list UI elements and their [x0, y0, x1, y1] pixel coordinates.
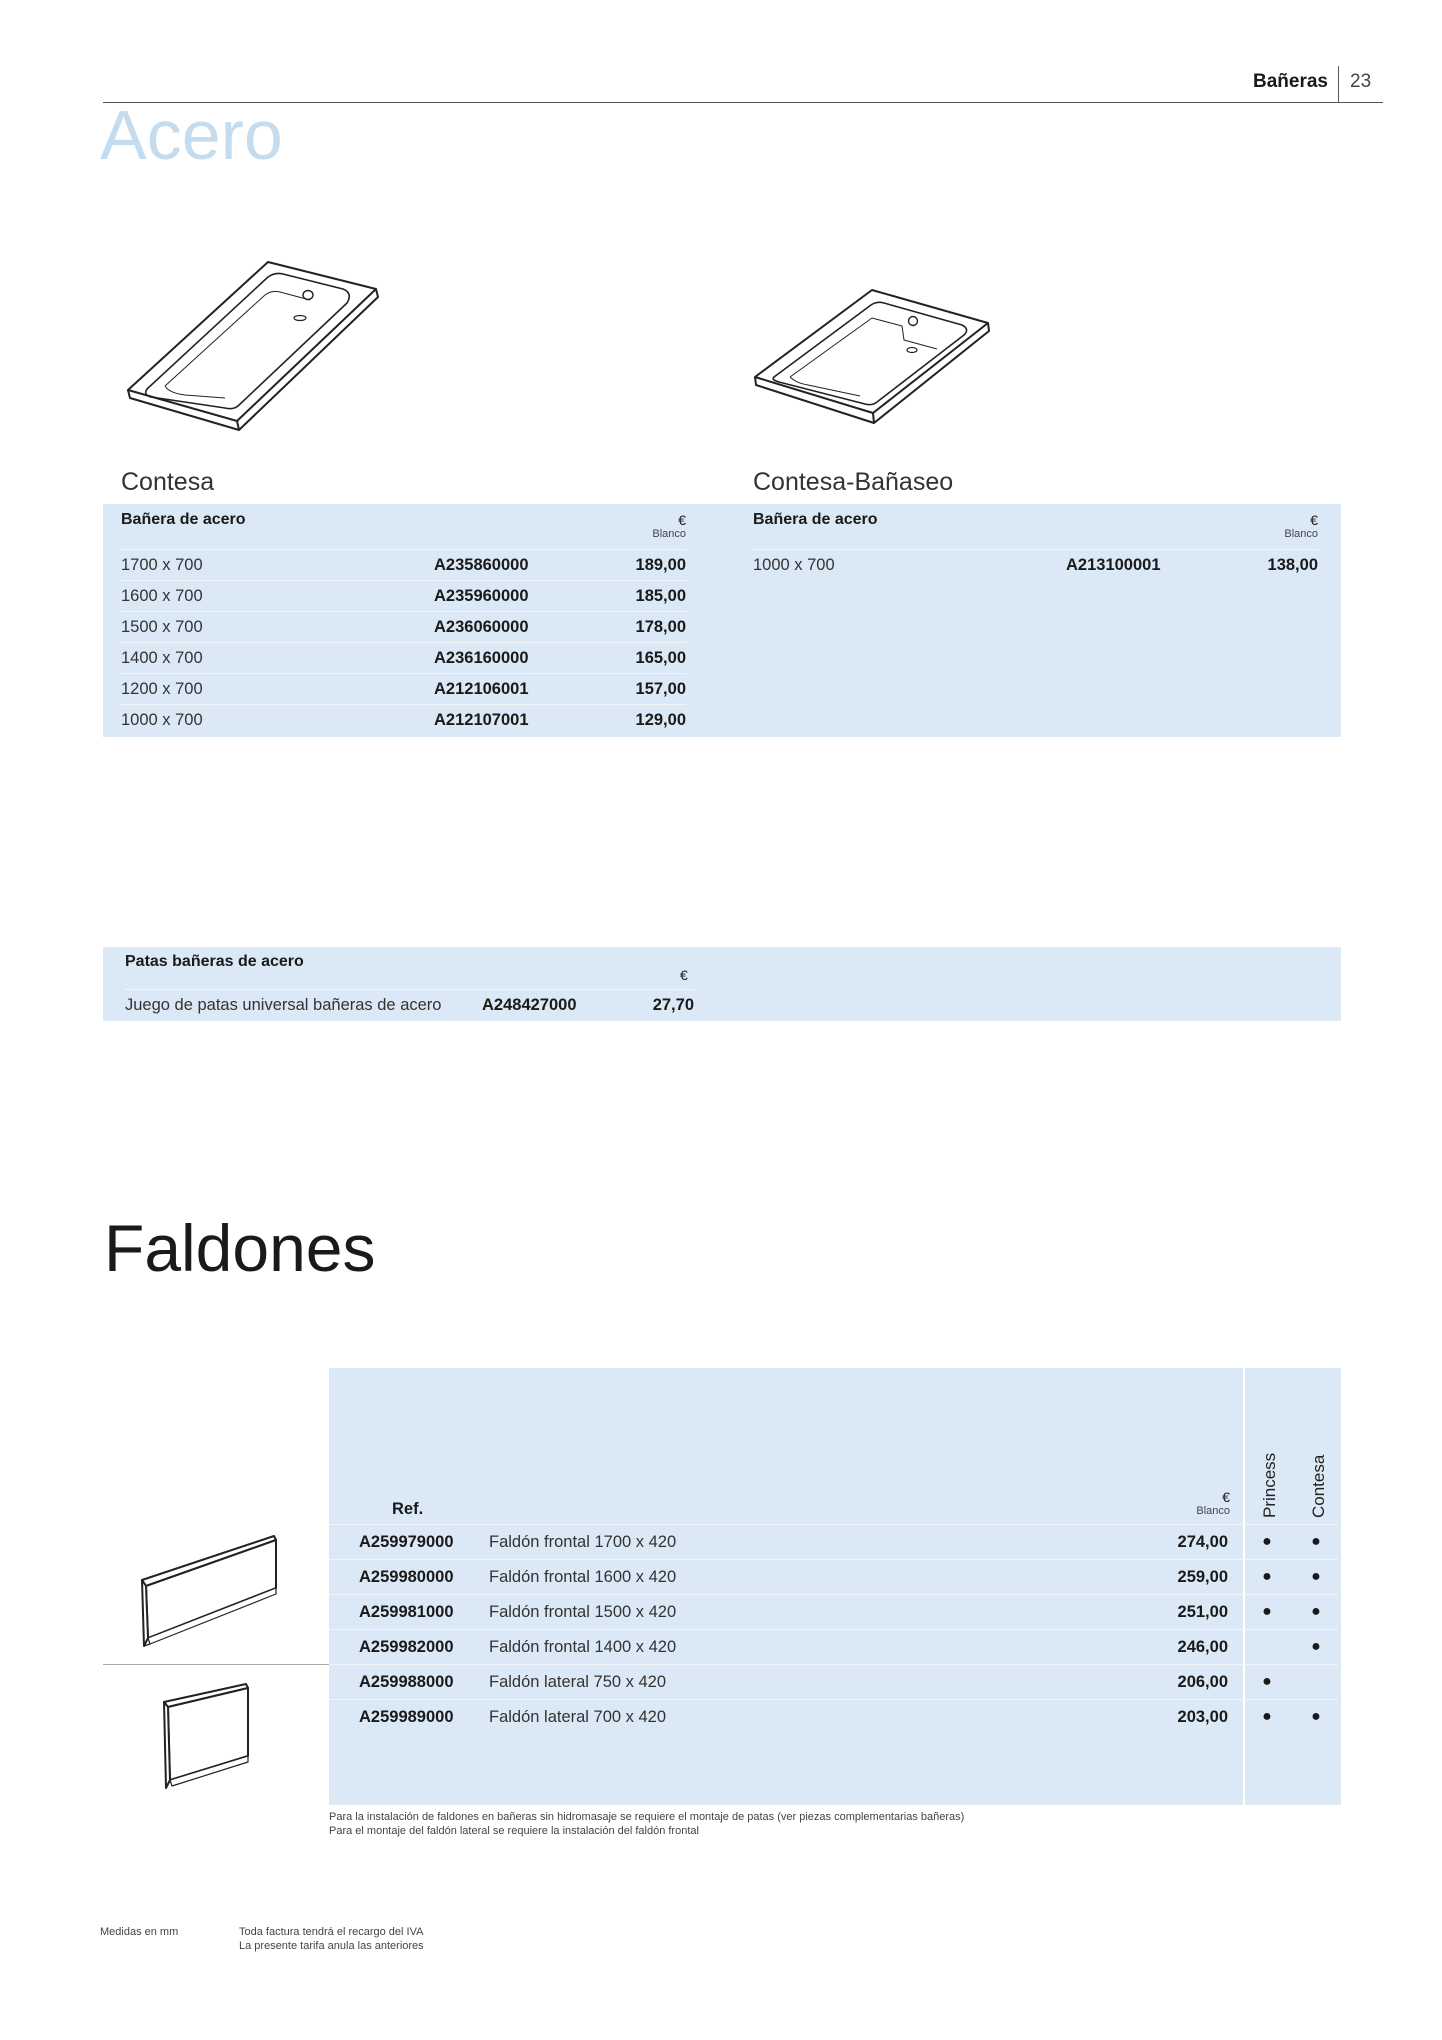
contesa-table-title: Bañera de acero	[121, 511, 246, 528]
desc: Faldón frontal 1400 x 420	[489, 1638, 677, 1656]
desc: Faldón frontal 1600 x 420	[489, 1568, 677, 1586]
ref: A212106001	[434, 680, 529, 698]
ref-column-header: Ref.	[392, 1500, 424, 1518]
ref: A259979000	[359, 1533, 454, 1551]
page-number: 23	[1350, 71, 1372, 92]
table-row	[329, 1559, 1338, 1595]
contesa-bullet: ●	[1311, 1568, 1321, 1585]
price: 157,00	[635, 680, 686, 698]
banaseo-table-title: Bañera de acero	[753, 511, 878, 528]
ref: A235960000	[434, 587, 529, 605]
table-row	[329, 1664, 1338, 1700]
princess-column-header: Princess	[1260, 1452, 1279, 1518]
size: 1000 x 700	[753, 556, 835, 574]
contesa-bullet: ●	[1311, 1708, 1321, 1725]
header-separator	[1338, 66, 1339, 103]
banaseo-name: Contesa-Bañaseo	[753, 468, 954, 496]
size: 1400 x 700	[121, 649, 203, 667]
ref: A259980000	[359, 1568, 454, 1586]
size: 1000 x 700	[121, 711, 203, 729]
contesa-column-header: Contesa	[1309, 1454, 1328, 1518]
illustration-divider	[103, 1664, 329, 1665]
contesa-bathtub-illustration	[125, 255, 385, 455]
size: 1600 x 700	[121, 587, 203, 605]
table-row	[125, 989, 694, 1022]
princess-bullet: ●	[1262, 1673, 1272, 1690]
desc: Juego de patas universal bañeras de acero	[125, 996, 442, 1014]
faldones-title: Faldones	[104, 1211, 376, 1285]
price: 178,00	[635, 618, 686, 636]
currency-symbol: €	[678, 512, 686, 528]
finish-label: Blanco	[1196, 1505, 1230, 1518]
faldones-currency-header	[1150, 1490, 1230, 1517]
section-title: Bañeras	[1253, 71, 1328, 92]
ref: A213100001	[1066, 556, 1161, 574]
side-panel-illustration	[160, 1680, 260, 1795]
note-line: Para la instalación de faldones en bañeras sin hidromasaje se requiere el montaje de patas (ver piezas complementarias bañeras)	[329, 1811, 965, 1823]
contesa-currency-header	[600, 513, 686, 540]
desc: Faldón frontal 1500 x 420	[489, 1603, 677, 1621]
header-rule	[103, 102, 1383, 103]
price: 274,00	[1177, 1533, 1228, 1551]
table-row	[121, 642, 686, 674]
price: 165,00	[635, 649, 686, 667]
table-row	[121, 549, 686, 581]
princess-bullet: ●	[1262, 1603, 1272, 1620]
price: 259,00	[1177, 1568, 1228, 1586]
table-row	[121, 611, 686, 643]
desc: Faldón frontal 1700 x 420	[489, 1533, 677, 1551]
princess-bullet: ●	[1262, 1533, 1272, 1550]
ref: A236060000	[434, 618, 529, 636]
table-row	[121, 673, 686, 705]
price: 27,70	[652, 996, 694, 1014]
ref: A212107001	[434, 711, 529, 729]
acero-title: Acero	[100, 96, 283, 174]
table-row	[329, 1524, 1338, 1560]
banaseo-currency-header	[1232, 513, 1318, 540]
price: 185,00	[635, 587, 686, 605]
ref: A236160000	[434, 649, 529, 667]
currency-symbol: €	[1222, 1489, 1230, 1505]
table-row	[121, 580, 686, 612]
price: 246,00	[1177, 1638, 1228, 1656]
ref: A259981000	[359, 1603, 454, 1621]
finish-label: Blanco	[652, 528, 686, 541]
princess-bullet: ●	[1262, 1568, 1272, 1585]
ref: A235860000	[434, 556, 529, 574]
size: 1200 x 700	[121, 680, 203, 698]
table-row	[329, 1594, 1338, 1630]
table-row	[329, 1699, 1338, 1735]
ref: A259982000	[359, 1638, 454, 1656]
size: 1700 x 700	[121, 556, 203, 574]
table-row	[329, 1629, 1338, 1665]
size: 1500 x 700	[121, 618, 203, 636]
contesa-bullet: ●	[1311, 1533, 1321, 1550]
ref: A248427000	[482, 996, 577, 1014]
price: 189,00	[635, 556, 686, 574]
table-row	[121, 704, 686, 736]
patas-table-title: Patas bañeras de acero	[125, 953, 304, 970]
finish-label: Blanco	[1284, 528, 1318, 541]
table-row	[753, 549, 1318, 581]
price: 251,00	[1177, 1603, 1228, 1621]
footer-line: La presente tarifa anula las anteriores	[239, 1940, 424, 1953]
front-panel-illustration	[138, 1530, 283, 1655]
footer-legal	[239, 1925, 424, 1954]
ref: A259988000	[359, 1673, 454, 1691]
desc: Faldón lateral 750 x 420	[489, 1673, 667, 1691]
princess-bullet: ●	[1262, 1708, 1272, 1725]
contesa-bullet: ●	[1311, 1603, 1321, 1620]
price: 206,00	[1177, 1673, 1228, 1691]
currency-symbol: €	[1310, 512, 1318, 528]
footer-units: Medidas en mm	[100, 1926, 179, 1938]
price: 203,00	[1177, 1708, 1228, 1726]
patas-currency: €	[680, 967, 688, 983]
ref: A259989000	[359, 1708, 454, 1726]
faldones-notes	[329, 1810, 964, 1839]
price: 129,00	[635, 711, 686, 729]
desc: Faldón lateral 700 x 420	[489, 1708, 667, 1726]
contesa-bullet: ●	[1311, 1638, 1321, 1655]
note-line: Para el montaje del faldón lateral se requiere la instalación del faldón frontal	[329, 1825, 699, 1838]
contesa-name: Contesa	[121, 468, 215, 496]
footer-line: Toda factura tendrá el recargo del IVA	[239, 1926, 424, 1938]
banaseo-bathtub-illustration	[752, 285, 997, 445]
price: 138,00	[1267, 556, 1318, 574]
